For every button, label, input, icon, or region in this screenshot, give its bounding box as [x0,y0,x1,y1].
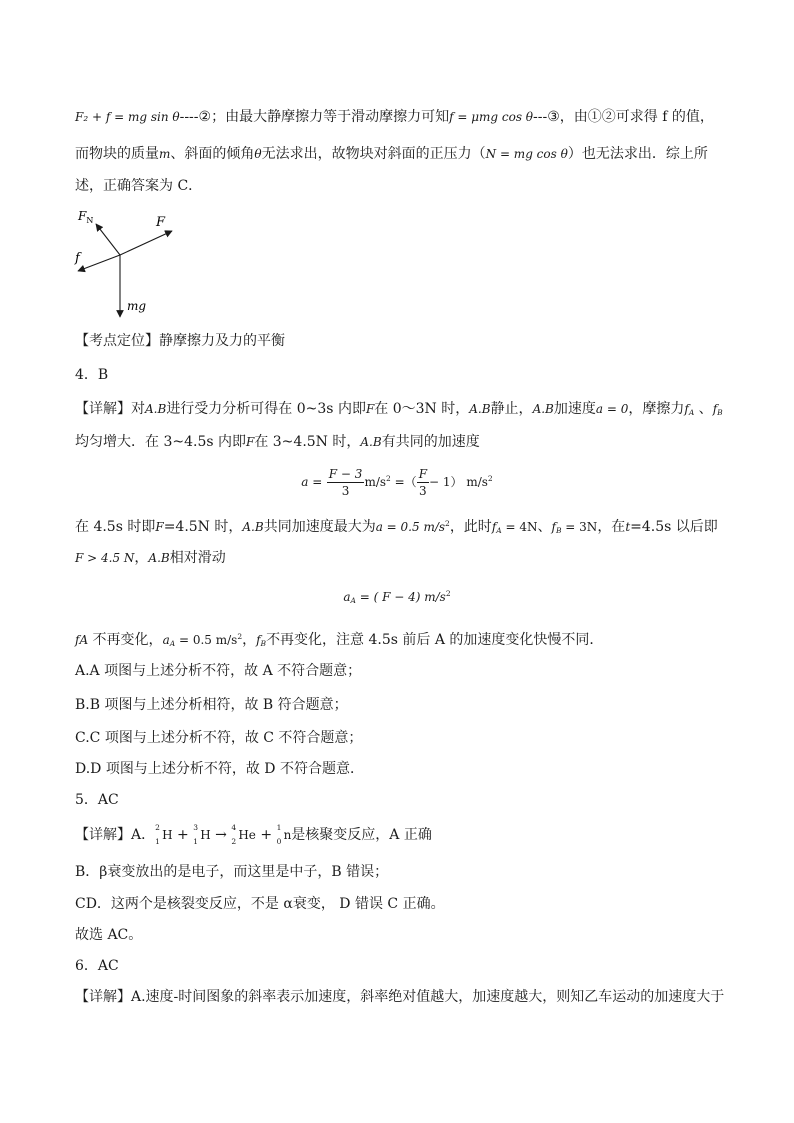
q5-line-4: 故选 AC。 [75,927,143,943]
option-a: A.A 项图与上述分析不符，故 A 不符合题意； [75,663,362,679]
circled-2: ② [198,109,212,125]
label-fn: $F_N$ [78,209,94,225]
q5-line-2: B．β衰变放出的是电子，而这里是中子，B 错误； [75,864,389,880]
nuclide-neutron: 1 0 n [276,823,292,846]
normal-force-arrow [96,224,120,255]
circled-1-2: ①② [587,109,616,125]
q6-line-1: 【详解】A.速度-时间图象的斜率表示加速度，斜率绝对值越大，加速度越大，则知乙车运动的加速度大于 [75,989,725,1005]
nuclide-h3: 3 1 H [193,823,211,846]
friction-arrow [78,255,120,271]
question-5-number: 5．AC [75,792,119,808]
force-diagram [70,204,190,322]
q5-line-3: CD．这两个是核裂变反应，不是 α衰变， D 错误 C 正确。 [75,896,445,912]
q4-line-5: F > 4.5 N，A.B相对滑动 [75,550,226,566]
equation-normal-force: N = mg cos θ [485,147,568,161]
nuclide-h2: 2 1 H [155,823,173,846]
q4-line-1: 【详解】对A.B进行受力分析可得在 0~3s 内即F在 0～3N 时，A.B静止，A.B加速度a = 0，摩擦力$f_A$ 、$f_B$ [75,401,723,417]
label-applied-force: F [156,215,166,230]
q4-line-7: fA 不再变化，$a_A = 0.5$ $m/s^2$，$f_B$不再变化，注意 4.5s 前后 A 的加速度变化快慢不同． [75,632,604,648]
applied-force-arrow [120,231,172,255]
equation-line-1: F₂ + f = mg sin θ----②；由最大静摩擦力等于滑动摩擦力可知f = μmg cos θ---③，由①②可求得 f 的值， [75,109,714,125]
question-6-number: 6．AC [75,958,119,974]
q4-line-4: 在 4.5s 时即F=4.5N 时，A.B共同加速度最大为a = 0.5 $m/s^2$，此时$f_A = 4N$、$f_B = 3N$，在t=4.5s 以后即 [75,519,718,535]
equation-3: f = μmg cos θ [449,110,534,124]
kaodian-line: 【考点定位】静摩擦力及力的平衡 [75,333,285,349]
label-mg: mg [127,299,147,313]
equation-acceleration-a: $a_A$ = ( F − 4) $m/s^2$ [343,589,451,605]
equation-common-acceleration: a = $\frac{F - 3}{3}$ $m/s^2$ =（ $\frac{F}{3}$ − 1） $m/s^2$ [301,466,493,498]
text-line-3: 述，正确答案为 C． [75,178,203,194]
text-line-2: 而物块的质量m、斜面的倾角θ无法求出，故物块对斜面的正压力（N = mg cos θ）也无法求出．综上所 [75,146,708,162]
question-4-number: 4．B [75,367,109,383]
q5-line-1: 【详解】A． 2 1 H + 3 1 H → 4 2 He + 1 0 n是核聚变反应，A 正确 [75,823,432,846]
label-friction: f [75,251,80,266]
option-c: C.C 项图与上述分析不符，故 C 不符合题意； [75,730,363,746]
option-b: B.B 项图与上述分析相符，故 B 符合题意； [75,697,348,713]
equation-2: F₂ + f = mg sin θ [75,110,180,124]
q4-line-2: 均匀增大．在 3~4.5s 内即F在 3~4.5N 时，A.B有共同的加速度 [75,434,480,450]
nuclide-he4: 4 2 He [231,823,256,846]
option-d: D.D 项图与上述分析不符，故 D 不符合题意． [75,761,364,777]
circled-3: ③ [547,109,560,125]
